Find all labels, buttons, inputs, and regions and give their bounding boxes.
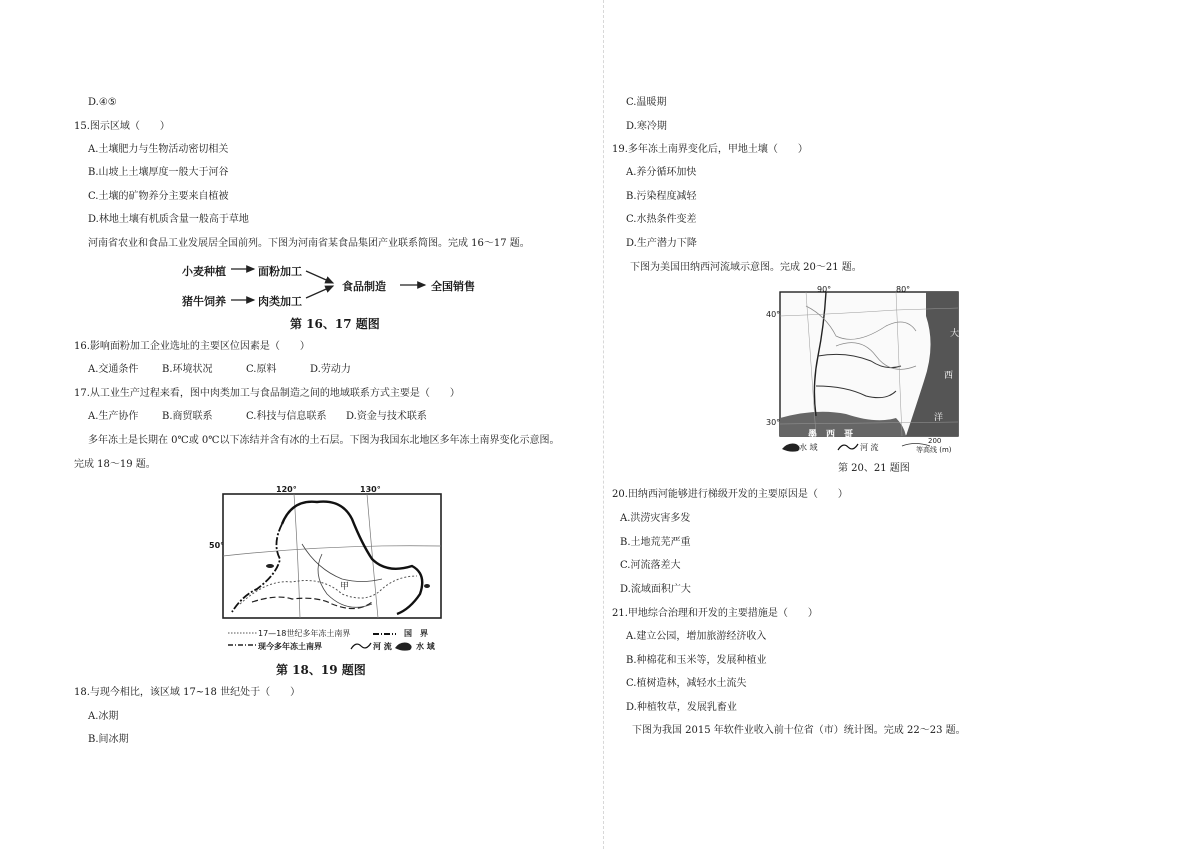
map1-legend-water: 水 域	[416, 642, 435, 651]
flow-meat-processing: 肉类加工	[258, 295, 302, 308]
flow-national-sales: 全国销售	[431, 280, 475, 293]
q20-option-a: A.洪涝灾害多发	[620, 513, 691, 524]
map1-legend-water-symbol	[394, 640, 414, 652]
q21-option-d: D.种植牧草，发展乳畜业	[626, 702, 737, 713]
q19-option-a: A.养分循环加快	[626, 167, 697, 178]
map2-legend-river: 河 流	[860, 443, 879, 452]
q19-option-c: C.水热条件变差	[626, 214, 697, 225]
map2-lon-90: 90°	[817, 285, 832, 294]
figure-caption-18-19: 第 18、19 题图	[276, 663, 366, 677]
q15-stem: 15.图示区域（ ）	[74, 121, 170, 132]
q16-stem: 16.影响面粉加工企业选址的主要区位因素是（ ）	[74, 341, 310, 352]
map1-legend-river-symbol	[350, 640, 372, 652]
map2-lat-30: 30°	[766, 418, 781, 427]
q16-option-c: C.原料	[246, 364, 277, 375]
q16-option-b: B.环境状况	[162, 364, 213, 375]
map2-ocean-3: 洋	[934, 413, 944, 423]
q17-stem: 17.从工业生产过程来看，图中肉类加工与食品制造之间的地域联系方式主要是（ ）	[74, 388, 460, 399]
q16-option-a: A.交通条件	[88, 364, 139, 375]
q17-option-d: D.资金与技术联系	[346, 411, 427, 422]
figure-caption-20-21: 第 20、21 题图	[838, 463, 910, 474]
q20-option-c: C.河流落差大	[620, 560, 681, 571]
map2-gulf-label: 墨 西 哥	[808, 430, 854, 440]
q21-option-c: C.植树造林，减轻水土流失	[626, 678, 747, 689]
map1-legend-symbols-left	[226, 629, 262, 651]
map1-legend-border-symbol	[372, 629, 398, 639]
map2-ocean-2: 西	[944, 371, 954, 381]
q21-option-a: A.建立公园，增加旅游经济收入	[626, 631, 767, 642]
map2-lat-40: 40°	[766, 310, 781, 319]
q18-option-b: B.间冰期	[88, 734, 129, 745]
map1-legend-river: 河 流	[373, 642, 392, 651]
q15-option-a: A.土壤肥力与生物活动密切相关	[88, 144, 229, 155]
map2-legend-water: 水 域	[799, 443, 818, 452]
q18-stem: 18.与现今相比，该区域 17~18 世纪处于（ ）	[74, 687, 301, 698]
q21-stem: 21.甲地综合治理和开发的主要措施是（ ）	[612, 608, 818, 619]
flow-wheat-farming: 小麦种植	[182, 265, 226, 278]
q19-option-b: B.污染程度减轻	[626, 191, 697, 202]
flow-flour-processing: 面粉加工	[258, 265, 302, 278]
q17-option-c: C.科技与信息联系	[246, 411, 327, 422]
q15-option-c: C.土壤的矿物养分主要来自植被	[88, 191, 229, 202]
q17-option-a: A.生产协作	[88, 411, 139, 422]
q21-option-b: B.种棉花和玉米等，发展种植业	[626, 655, 767, 666]
map2-legend-contour-value: 200	[928, 437, 942, 445]
q19-option-d: D.生产潜力下降	[626, 238, 697, 249]
q20-option-b: B.土地荒芜严重	[620, 537, 691, 548]
q14-option-d: D.④⑤	[88, 97, 117, 108]
map2-lon-80: 80°	[896, 285, 911, 294]
map1-lon-120: 120°	[276, 485, 297, 494]
map2-ocean-1: 大	[950, 329, 960, 339]
intro-18-19-line1: 多年冻土是长期在 0℃或 0℃以下冻结并含有冰的土石层。下图为我国东北地区多年冻土南界变化示意图。	[88, 435, 560, 446]
q18-option-d: D.寒冷期	[626, 121, 667, 132]
figure-caption-16-17: 第 16、17 题图	[290, 317, 380, 331]
map1-lon-130: 130°	[360, 485, 381, 494]
q15-option-d: D.林地土壤有机质含量一般高于草地	[88, 214, 249, 225]
q20-option-d: D.流域面积广大	[620, 584, 691, 595]
permafrost-map	[222, 484, 444, 632]
q15-option-b: B.山坡上土壤厚度一般大于河谷	[88, 167, 229, 178]
intro-18-19-line2: 完成 18～19 题。	[74, 459, 156, 470]
q20-stem: 20.田纳西河能够进行梯级开发的主要原因是（ ）	[612, 489, 848, 500]
intro-20-21: 下图为美国田纳西河流域示意图。完成 20～21 题。	[630, 262, 862, 273]
map1-lat-50: 50°	[209, 541, 225, 550]
q16-option-d: D.劳动力	[310, 364, 351, 375]
map1-point-jia: 甲	[340, 582, 350, 592]
intro-22-23: 下图为我国 2015 年软件业收入前十位省（市）统计图。完成 22～23 题。	[632, 725, 966, 736]
map1-legend-current-boundary: 现今多年冻土南界	[258, 642, 322, 651]
map1-legend-old-boundary: 17—18世纪多年冻土南界	[258, 629, 351, 638]
q19-stem: 19.多年冻土南界变化后，甲地土壤（ ）	[612, 144, 808, 155]
q17-option-b: B.商贸联系	[162, 411, 213, 422]
flow-livestock-raising: 猪牛饲养	[182, 295, 226, 308]
q18-option-a: A.冰期	[88, 711, 119, 722]
map2-legend-contour: 等高线 (m)	[916, 446, 952, 454]
map1-legend-border: 国 界	[404, 629, 428, 638]
q18-option-c: C.温暖期	[626, 97, 667, 108]
flow-food-manufacturing: 食品制造	[342, 280, 386, 293]
intro-16-17: 河南省农业和食品工业发展居全国前列。下图为河南省某食品集团产业联系简图。完成 16～17 题。	[88, 238, 530, 249]
column-divider	[603, 0, 604, 849]
